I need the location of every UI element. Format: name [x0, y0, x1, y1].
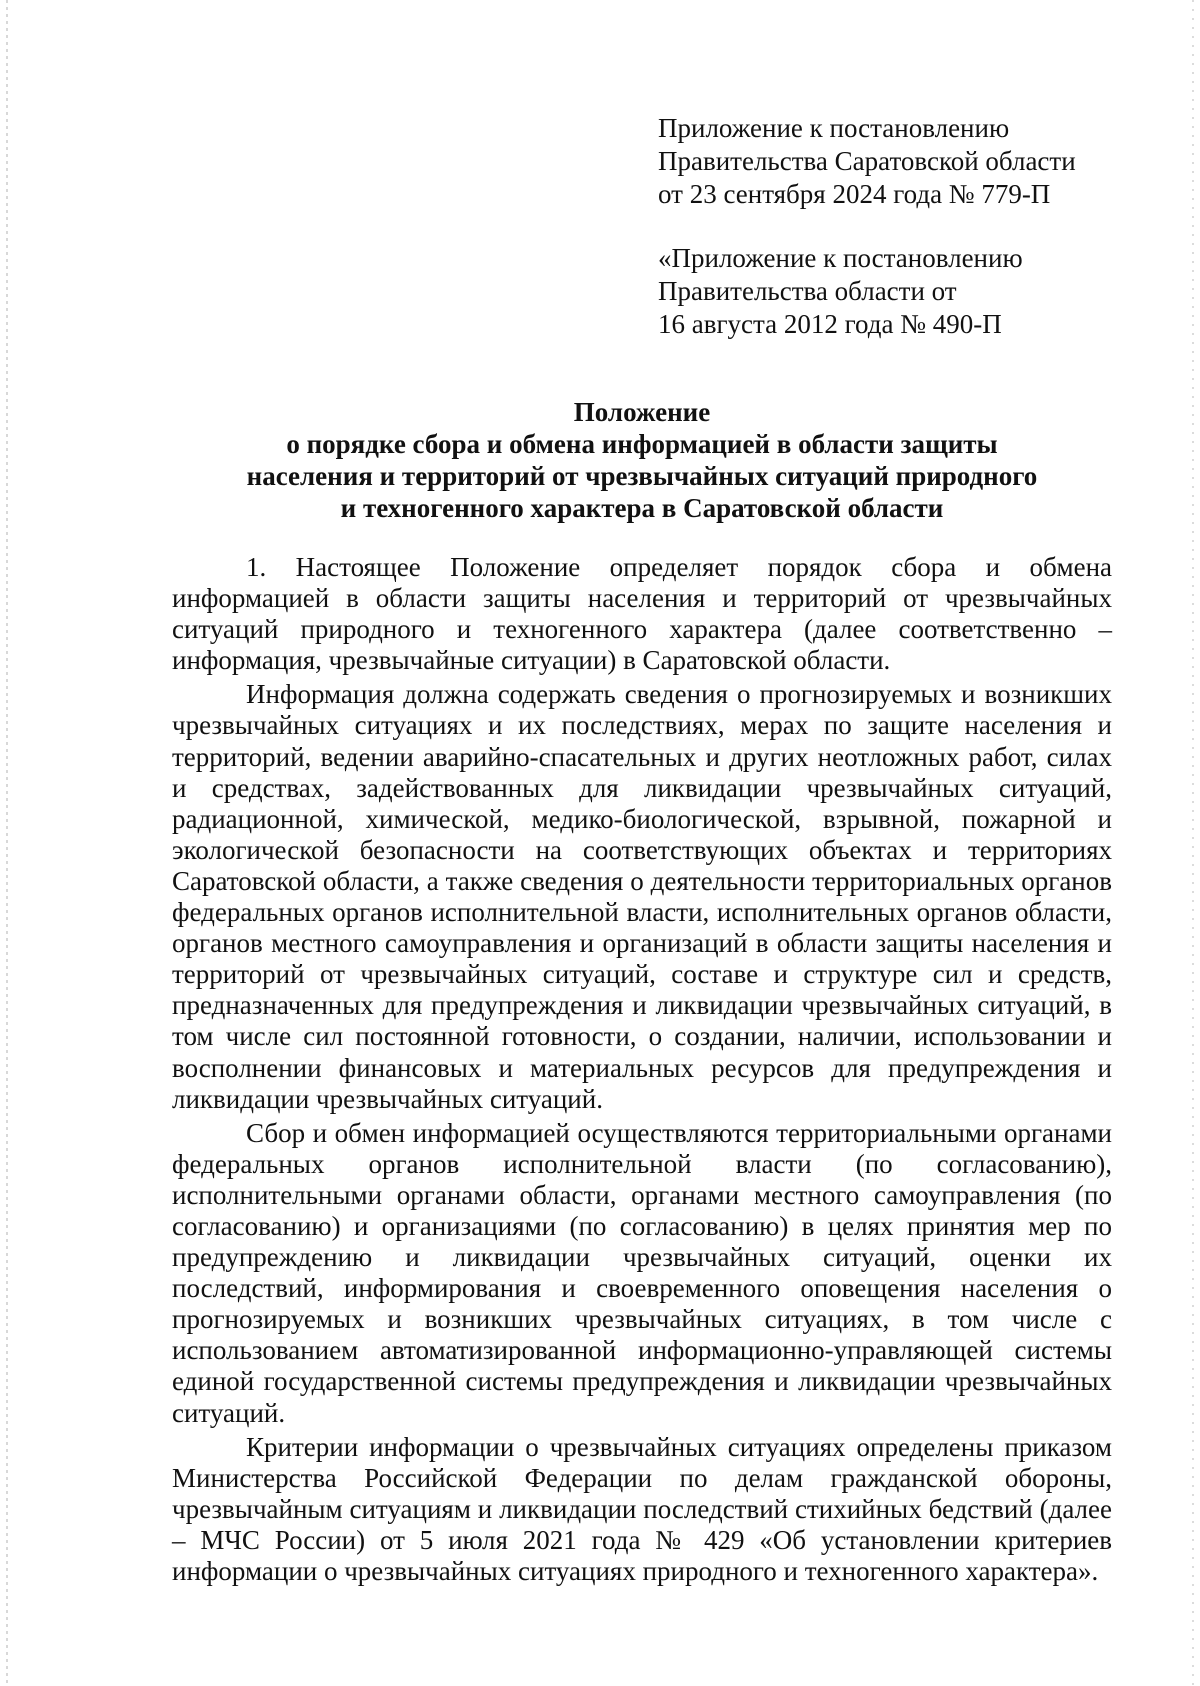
approval-line-3: от 23 сентября 2024 года № 779-П — [658, 179, 1051, 209]
paragraph-1: 1. Настоящее Положение определяет порядок сбора и обмена информацией в области защиты населения и территорий от чрезвычайных ситуаций природного и техногенного характера (далее соответственно – информация, чрезвычайные ситуации) в Саратовской области. — [172, 552, 1112, 676]
previous-approval-line-3: 16 августа 2012 года № 490-П — [658, 309, 1002, 339]
paragraph-4: Критерии информации о чрезвычайных ситуациях определены приказом Министерства Российской Федерации по делам гражданской обороны, чрезвычайным ситуациям и ликвидации последствий стихийных бедствий (далее – МЧС России) от 5 июля 2021 года № 429 «Об установлении критериев информации о чрезвычайных ситуациях природного и техногенного характера». — [172, 1431, 1112, 1586]
approval-line-2: Правительства Саратовской области — [658, 146, 1076, 176]
document-title — [172, 396, 1112, 524]
title-line-3: населения и территорий от чрезвычайных ситуаций природного — [246, 461, 1038, 491]
approval-block — [658, 112, 1128, 341]
title-line-4: и техногенного характера в Саратовской области — [340, 493, 944, 523]
paragraph-3: Сбор и обмен информацией осуществляются территориальными органами федеральных органов исполнительной власти (по согласованию), исполнительными органами области, органами местного самоуправления (по согласованию) и организациями (по согласованию) в целях принятия мер по предупреждению и ликвидации чрезвычайных ситуаций, оценки их последствий, информирования и своевременного оповещения населения о прогнозируемых и возникших чрезвычайных ситуациях, в том числе с использованием автоматизированной информационно-управляющей системы единой государственной системы предупреждения и ликвидации чрезвычайных ситуаций. — [172, 1117, 1112, 1428]
document-body — [172, 552, 1112, 1590]
title-line-2: о порядке сбора и обмена информацией в области защиты — [286, 429, 998, 459]
previous-approval-line-2: Правительства области от — [658, 276, 957, 306]
approval-gap — [658, 211, 1128, 242]
scan-edge-right — [1192, 0, 1194, 1686]
previous-approval-line-1: «Приложение к постановлению — [658, 243, 1023, 273]
approval-line-1: Приложение к постановлению — [658, 113, 1010, 143]
scan-edge-left — [6, 0, 8, 1686]
paragraph-2: Информация должна содержать сведения о прогнозируемых и возникших чрезвычайных ситуациях и их последствиях, мерах по защите населения и территорий, ведении аварийно-спасательных и других неотложных работ, силах и средствах, задействованных для ликвидации чрезвычайных ситуаций, радиационной, химической, медико-биологической, взрывной, пожарной и экологической безопасности на соответствующих объектах и территориях Саратовской области, а также сведения о деятельности территориальных органов федеральных органов исполнительной власти, исполнительных органов области, органов местного самоуправления и организаций в области защиты населения и территорий от чрезвычайных ситуаций, составе и структуре сил и средств, предназначенных для предупреждения и ликвидации чрезвычайных ситуаций, в том числе сил постоянной готовности, о создании, наличии, использовании и восполнении финансовых и материальных ресурсов для предупреждения и ликвидации чрезвычайных ситуаций. — [172, 679, 1112, 1114]
title-line-1: Положение — [573, 397, 711, 427]
